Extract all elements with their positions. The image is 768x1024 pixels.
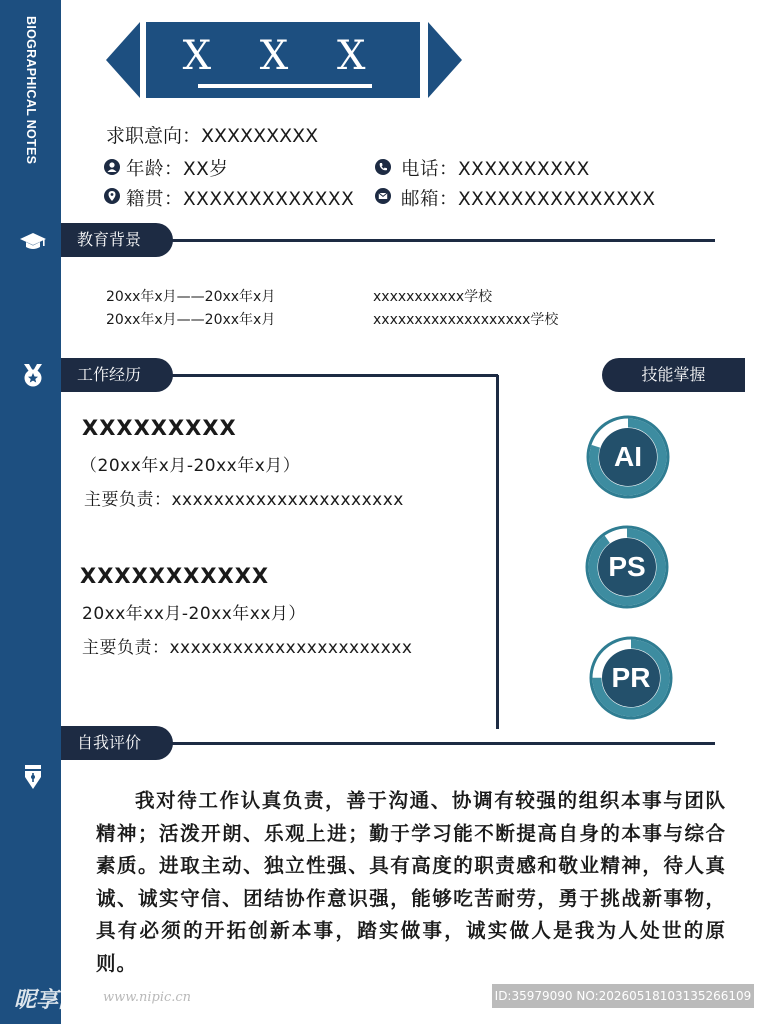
work-period: 20xx年xx月-20xx年xx月） [82, 604, 306, 624]
education-school: xxxxxxxxxxxxxxxxxxx学校 [373, 312, 559, 328]
skill-label: PS [608, 551, 646, 582]
education-period: 20xx年x月——20xx年x月 [106, 312, 276, 328]
banner-right-wing [428, 22, 462, 98]
phone-field: 电话：XXXXXXXXXX [401, 159, 590, 180]
section-self-evaluation: 自我评价 [61, 726, 173, 760]
skill-ps [584, 524, 670, 610]
work-company: XXXXXXXXX [82, 416, 237, 440]
section-education: 教育背景 [61, 223, 173, 257]
candidate-name: X X X [182, 33, 384, 79]
education-rule [170, 239, 715, 242]
work-duty: 主要负责：xxxxxxxxxxxxxxxxxxxxxxx [82, 638, 413, 658]
email-field: 邮箱：XXXXXXXXXXXXXXX [401, 189, 656, 210]
pen-nib-icon [20, 764, 46, 790]
mail-icon [375, 188, 391, 204]
work-divider [496, 375, 499, 729]
graduation-cap-icon [20, 228, 46, 254]
education-school: xxxxxxxxxxx学校 [373, 289, 493, 305]
watermark-site: www.nipic.cn [103, 990, 192, 1005]
work-company: XXXXXXXXXXX [80, 564, 270, 588]
skill-label: AI [614, 441, 642, 472]
work-period: （20xx年x月-20xx年x月） [80, 456, 301, 476]
sidebar [0, 0, 61, 1024]
section-skills: 技能掌握 [602, 358, 745, 392]
sidebar-title: BIOGRAPHICAL NOTES [24, 16, 38, 165]
origin-field: 籍贯：XXXXXXXXXXXXX [126, 189, 355, 210]
self-evaluation-rule [170, 742, 715, 745]
medal-icon [20, 362, 46, 388]
watermark-id: ID:35979090 NO:20260518103135266109 [492, 984, 754, 1008]
skill-pr [588, 635, 674, 721]
self-evaluation-text: 我对待工作认真负责，善于沟通、协调有较强的组织本事与团队精神；活泼开朗、乐观上进；勤于学习能不断提高自身的本事与综合素质。进取主动、独立性强、具有高度的职责感和敬业精神，待人真诚、诚实守信、团结协作意识强，能够吃苦耐劳，勇于挑战新事物，具有必须的开拓创新本事，踏实做事，诚实做人是我为人处世的原则。 [96, 789, 726, 975]
skill-label: PR [611, 662, 651, 693]
banner-left-wing [106, 22, 140, 98]
name-banner [106, 22, 462, 98]
phone-icon [375, 159, 391, 175]
skill-ai [585, 414, 671, 500]
work-rule [170, 374, 498, 377]
name-underline [198, 84, 372, 88]
age-field: 年龄：XX岁 [126, 159, 229, 180]
job-intention: 求职意向：XXXXXXXXX [106, 125, 319, 147]
person-icon [104, 159, 120, 175]
education-period: 20xx年x月——20xx年x月 [106, 289, 276, 305]
location-icon [104, 188, 120, 204]
work-duty: 主要负责：xxxxxxxxxxxxxxxxxxxxxx [84, 490, 404, 510]
section-work: 工作经历 [61, 358, 173, 392]
watermark-logo: 昵享网 [14, 988, 81, 1013]
